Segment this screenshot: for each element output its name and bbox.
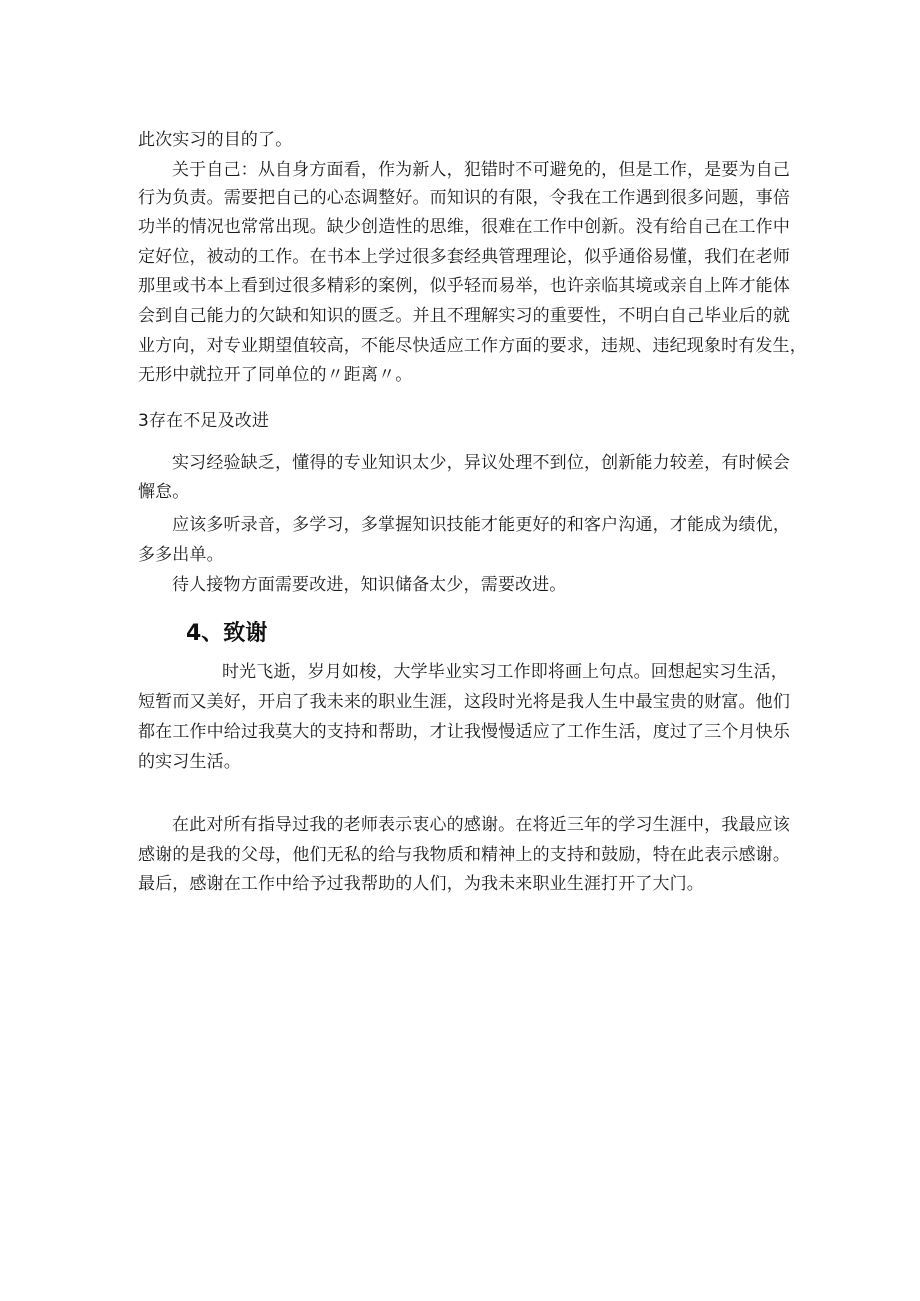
text-line: 最后，感谢在工作中给予过我帮助的人们，为我未来职业生涯打开了大门。	[138, 874, 704, 894]
text-line: 都在工作中给过我莫大的支持和帮助，才让我慢慢适应了工作生活，度过了三个月快乐	[138, 722, 790, 742]
text-line: 懈怠。	[138, 482, 190, 502]
text-line: 多多出单。	[138, 545, 224, 565]
text-line: 此次实习的目的了。	[138, 130, 293, 150]
text-line: 关于自己：从自身方面看，作为新人，犯错时不可避免的，但是工作，是要为自己	[172, 160, 790, 180]
text-line: 无形中就拉开了同单位的〃距离〃。	[138, 365, 413, 385]
text-line: 行为负责。需要把自己的心态调整好。而知识的有限，令我在工作遇到很多问题，事倍	[138, 188, 790, 208]
text-line: 会到自己能力的欠缺和知识的匮乏。并且不理解实习的重要性，不明白自己毕业后的就	[138, 306, 790, 326]
text-line: 的实习生活。	[138, 752, 241, 772]
section-heading-3: 3存在不足及改进	[138, 411, 270, 431]
text-line: 实习经验缺乏，懂得的专业知识太少，异议处理不到位，创新能力较差，有时候会	[172, 453, 790, 473]
text-line: 业方向，对专业期望值较高，不能尽快适应工作方面的要求，违规、违纪现象时有发生，	[138, 336, 807, 356]
text-line: 时光飞逝，岁月如梭，大学毕业实习工作即将画上句点。回想起实习生活，	[222, 662, 788, 682]
text-line: 待人接物方面需要改进，知识储备太少，需要改进。	[172, 575, 567, 595]
text-line: 功半的情况也常常出现。缺少创造性的思维，很难在工作中创新。没有给自己在工作中	[138, 217, 790, 237]
text-line: 那里或书本上看到过很多精彩的案例，似乎轻而易举，也许亲临其境或亲自上阵才能体	[138, 276, 790, 296]
section-heading-4: 4、致谢	[186, 621, 268, 646]
text-line: 感谢的是我的父母，他们无私的给与我物质和精神上的支持和鼓励，特在此表示感谢。	[138, 845, 790, 865]
text-line: 短暂而又美好，开启了我未来的职业生涯，这段时光将是我人生中最宝贵的财富。他们	[138, 692, 790, 712]
text-line: 在此对所有指导过我的老师表示衷心的感谢。在将近三年的学习生涯中，我最应该	[172, 815, 790, 835]
text-line: 应该多听录音，多学习，多掌握知识技能才能更好的和客户沟通，才能成为绩优，	[172, 515, 790, 535]
text-line: 定好位，被动的工作。在书本上学过很多套经典管理理论，似乎通俗易懂，我们在老师	[138, 247, 790, 267]
